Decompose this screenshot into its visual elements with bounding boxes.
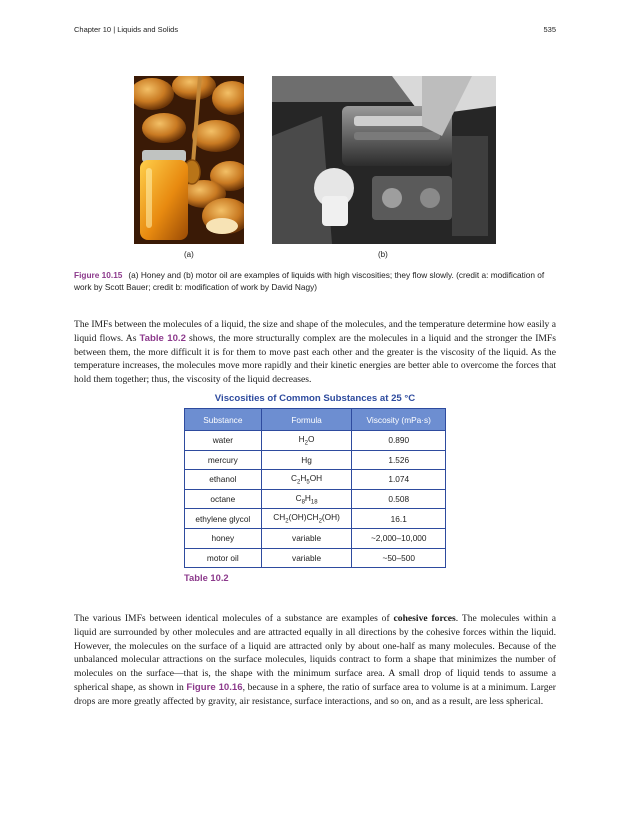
cell-substance: honey [185,528,262,548]
formula-part: C [291,473,298,484]
formula-part: variable [292,533,322,544]
formula-part: 5 [306,479,310,486]
paragraph-text: The IMFs between the molecules of a liquid, the size and shape of the molecules, and the temperature determine how easily a liquid flows. As [74,319,556,344]
cell-substance: ethanol [185,470,262,490]
formula-part: (OH) [321,512,340,523]
paragraph-text: The various IMFs between identical molecules of a substance are examples of [74,613,394,624]
paragraph-text: , because in a sphere, the ratio of surface area to volume is at a minimum. Larger drops are more greatly affected by gravity, air resistance, surface interactions, and so on, and as a result, are less spherical. [74,681,556,707]
cell-formula [261,548,352,568]
table-link[interactable]: Table 10.2 [139,332,186,344]
cell-substance: mercury [185,450,262,470]
formula-part: 2 [285,519,289,525]
table-row [185,450,446,470]
formula-part: (OH)CH [288,512,319,523]
formula-part: H [298,433,305,444]
cell-formula [261,450,352,470]
table-row [185,509,446,529]
figure-caption [74,270,556,293]
figure-link[interactable]: Figure 10.16 [186,681,243,693]
engine-photo [272,76,496,244]
formula-part: variable [292,552,322,563]
cell-viscosity: ~2,000–10,000 [352,528,446,548]
engine-illustration [272,76,496,244]
term-cohesive-forces: cohesive forces [393,613,456,624]
formula-part: H [304,492,311,503]
cell-formula [261,489,352,509]
formula-part: 8 [301,499,305,506]
paragraph-cohesive [74,612,556,709]
page-header [74,25,556,37]
table-row [185,489,446,509]
table-row [185,548,446,568]
table-title: Viscosities of Common Substances at 25 °C [214,393,416,404]
cell-formula [261,431,352,451]
photo-label-a: (a) [184,250,194,259]
cell-substance: motor oil [185,548,262,568]
page-number: 535 [543,25,556,34]
formula-part: OH [309,473,323,484]
photo-label-b: (b) [378,250,388,259]
table-row [185,470,446,490]
cell-formula [261,470,352,490]
header-formula: Formula [261,409,352,431]
header-substance: Substance [185,409,262,431]
cell-viscosity: 0.508 [352,489,446,509]
cell-viscosity: ~50–500 [352,548,446,568]
cell-viscosity: 16.1 [352,509,446,529]
table-row [185,431,446,451]
paragraph-viscosity [74,318,556,387]
cell-substance: octane [185,489,262,509]
formula-part: 2 [297,479,301,486]
cell-viscosity: 0.890 [352,431,446,451]
formula-part: 2 [318,519,322,525]
cell-formula [261,509,352,529]
formula-part: 18 [310,499,318,506]
honey-photo [134,76,244,244]
paragraph-text: shows, the more structurally complex are the molecules in a liquid and the stronger the IMFs between them, the more difficult it is for them to move past each other and the greater is the viscosity of the liquid. As the temperature increases, the molecules move more rapidly and their kinetic energies are better able to overcome the forces that hold them together; thus, the viscosity of the liquid decreases. [74,332,556,386]
paragraph-text: . The molecules within a liquid are surrounded by other molecules and are attracted equally in all directions by the cohesive forces within the liquid. However, the molecules on the surface of a liquid are attracted only by about one-half as many molecules. Because of the unbalanced molecular attractions on the surface molecules, liquids contract to form a shape that minimizes the number of molecules on the surface—that is, the shape with the minimum surface area. A small drop of liquid tends to assume a spherical shape, as shown in [74,613,557,693]
cell-substance: water [185,431,262,451]
caption-text: (a) Honey and (b) motor oil are examples of liquids with high viscosities; they flow slowly. (credit a: modification of work by Scott Bauer; credit b: modification of work by David Nagy) [74,270,545,292]
formula-part: 2 [304,440,309,447]
viscosity-table [184,408,446,568]
table-label: Table 10.2 [184,572,229,583]
figure-number: Figure 10.15 [74,270,123,280]
formula-part: O [308,433,315,444]
formula-part: CH [273,512,286,523]
chapter-title: Chapter 10 | Liquids and Solids [74,25,179,34]
formula-part: H [300,473,307,484]
formula-part: C [295,492,302,503]
table-row [185,528,446,548]
cell-viscosity: 1.074 [352,470,446,490]
cell-substance: ethylene glycol [185,509,262,529]
header-viscosity: Viscosity (mPa·s) [352,409,446,431]
honey-illustration [134,76,244,244]
cell-formula [261,528,352,548]
cell-viscosity: 1.526 [352,450,446,470]
formula-part: Hg [301,454,312,465]
